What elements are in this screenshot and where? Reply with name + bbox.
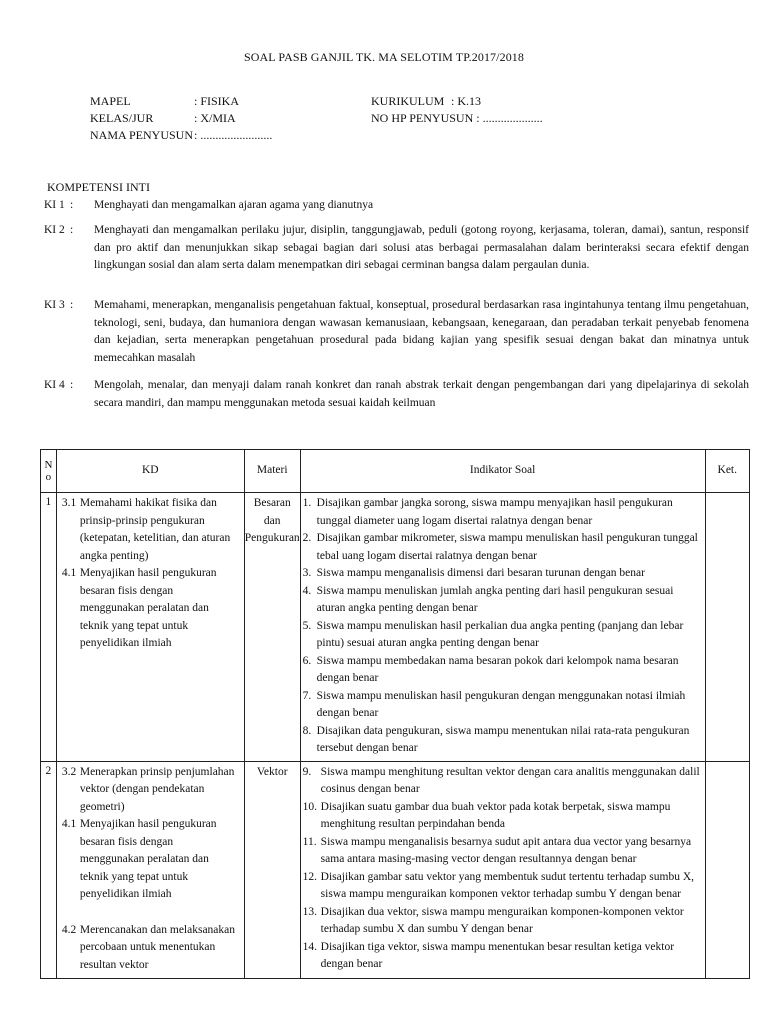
kd-text: Memahami hakikat fisika dan prinsip-prinsip pengukuran (ketepatan, ketelitian, dan aturan angka penting) <box>79 497 231 562</box>
kd-text: Menerapkan prinsip penjumlahan vektor (dengan pendekatan geometri) <box>79 765 235 813</box>
row-indikator <box>300 493 705 762</box>
meta-value: : FISIKA <box>194 94 240 108</box>
indikator-item <box>303 583 701 618</box>
kd-item <box>62 495 240 565</box>
indikator-num: 10. <box>302 800 318 813</box>
row-kd <box>56 761 244 979</box>
kd-item <box>62 565 240 653</box>
indikator-num: 11. <box>302 835 317 848</box>
ki-text: Menghayati dan mengamalkan perilaku jujur, disiplin, tanggungjawab, peduli (gotong royong, kerjasama, toleran, damai), santun, responsif dan pro aktif dan menunjukkan sikap sebagai bagian dari solusi atas berbagai permasalahan dalam berinteraksi secara efektif dengan lingkungan sosial dan alam serta dalam menempatkan diri sebagai cerminan bangsa dalam pergaulan dunia. <box>94 224 749 271</box>
kd-num: 4.1 <box>61 567 77 579</box>
meta-key: NAMA PENYUSUN <box>90 128 194 142</box>
indikator-num: 4. <box>302 584 312 597</box>
kd-num: 3.1 <box>61 497 77 509</box>
indikator-text: Disajikan suatu gambar dua buah vektor pada kotak berpetak, siswa mampu menghitung resultan perpindahan benda <box>320 800 671 830</box>
indikator-text: Siswa mampu menuliskan hasil perkalian dua angka penting (panjang dan lebar pintu) sesuai aturan angka penting dengan benar <box>316 619 684 649</box>
meta-row-mapel <box>90 93 272 110</box>
kisi-kisi-table <box>40 449 750 979</box>
header-materi: Materi <box>244 450 300 493</box>
ki-label: KI 2 <box>44 224 65 236</box>
indikator-item <box>303 530 701 565</box>
kd-num: 3.2 <box>61 765 77 778</box>
indikator-num: 14. <box>302 940 318 953</box>
ki-colon: : <box>70 299 74 311</box>
table-row <box>41 761 750 979</box>
row-ket <box>705 761 749 979</box>
row-no: 2 <box>41 761 57 979</box>
row-indikator <box>300 761 705 979</box>
meta-row-kelas <box>90 110 272 127</box>
indikator-text: Siswa mampu menghitung resultan vektor dengan cara analitis menggunakan dalil cosinus dengan benar <box>320 765 700 795</box>
meta-row-penyusun <box>90 127 272 144</box>
kd-item <box>62 816 240 904</box>
indikator-num: 1. <box>302 497 312 509</box>
row-ket <box>705 493 749 762</box>
ki-colon: : <box>70 199 74 211</box>
meta-right <box>371 93 543 127</box>
kd-num: 4.1 <box>61 818 77 830</box>
ki-text: Mengolah, menalar, dan menyaji dalam ranah konkret dan ranah abstrak terkait dengan pengembangan dari yang dipelajarinya di sekolah secara mandiri, dan mampu menggunakan metoda sesuai kaidah keilmuan <box>94 379 749 409</box>
indikator-text: Disajikan gambar jangka sorong, siswa mampu menyajikan hasil pengukuran tunggal diameter uang logam disertai ralatnya dengan benar <box>316 497 673 527</box>
header-indikator: Indikator Soal <box>300 450 705 493</box>
indikator-num: 9. <box>302 765 312 778</box>
meta-value: : .................... <box>476 111 543 125</box>
indikator-num: 2. <box>302 532 312 544</box>
ki-item <box>44 297 749 367</box>
indikator-item <box>303 723 701 758</box>
indikator-item <box>303 653 701 688</box>
ki-text: Memahami, menerapkan, menganalisis pengetahuan faktual, konseptual, prosedural berdasarkan rasa ingintahunya tentang ilmu pengetahuan, teknologi, seni, budaya, dan humaniora dengan wawasan kemanusiaan, kebangsaan, kenegaraan, dan peradaban terkait penyebab fenomena dan kejadian, serta menerapkan pengetahuan prosedural pada bidang kajian yang spesifik sesuai dengan bakat dan minatnya untuk memecahkan masalah <box>94 299 749 364</box>
row-kd <box>56 493 244 762</box>
row-materi: Vektor <box>244 761 300 979</box>
indikator-text: Siswa mampu menganalisis dimensi dari besaran turunan dengan benar <box>316 567 645 579</box>
indikator-num: 8. <box>302 724 312 737</box>
meta-row-nohp <box>371 110 543 127</box>
indikator-text: Disajikan gambar mikrometer, siswa mampu menuliskan hasil pengukuran tunggal tebal uang logam disertai ralatnya dengan benar <box>316 532 698 562</box>
kd-item <box>62 764 240 817</box>
meta-value: : X/MIA <box>194 111 236 125</box>
indikator-text: Siswa mampu membedakan nama besaran pokok dari kelompok nama besaran dengan benar <box>316 654 679 684</box>
row-no: 1 <box>41 493 57 762</box>
indikator-item <box>303 764 701 799</box>
meta-key: KURIKULUM <box>371 94 445 108</box>
meta-row-kurikulum <box>371 93 543 110</box>
table-row <box>41 493 750 762</box>
indikator-text: Siswa mampu menuliskan hasil pengukuran dengan menggunakan notasi ilmiah dengan benar <box>316 689 686 719</box>
indikator-item <box>303 495 701 530</box>
meta-key: NO HP PENYUSUN <box>371 111 474 125</box>
indikator-num: 3. <box>302 567 312 579</box>
indikator-num: 5. <box>302 619 312 632</box>
ki-item <box>44 197 749 215</box>
indikator-text: Disajikan data pengukuran, siswa mampu menentukan nilai rata-rata pengukuran tersebut dengan benar <box>316 724 690 754</box>
indikator-item <box>303 869 701 904</box>
kd-text: Merencanakan dan melaksanakan percobaan untuk menentukan resultan vektor <box>79 923 236 971</box>
indikator-item <box>303 904 701 939</box>
indikator-num: 6. <box>302 654 312 667</box>
meta-left <box>90 93 272 144</box>
kd-text: Menyajikan hasil pengukuran besaran fisis dengan menggunakan peralatan dan teknik yang tepat untuk penyelidikan ilmiah <box>79 818 217 900</box>
indikator-text: Siswa mampu menuliskan jumlah angka penting dari hasil pengukuran sesuai aturan angka penting dengan benar <box>316 584 674 614</box>
header-kd: KD <box>56 450 244 493</box>
indikator-item <box>303 565 701 583</box>
indikator-text: Disajikan gambar satu vektor yang membentuk sudut tertentu terhadap sumbu X, siswa mampu menguraikan komponen vektor terhadap sumbu Y dengan benar <box>320 870 695 900</box>
meta-value: : K.13 <box>451 94 481 108</box>
ki-item <box>44 222 749 275</box>
ki-colon: : <box>70 224 74 236</box>
table-header-row <box>41 450 750 493</box>
header-no: N o <box>41 450 57 493</box>
indikator-text: Siswa mampu menganalisis besarnya sudut apit antara dua vector yang besarnya sama antara masing-masing vector dengan resultannya dengan benar <box>320 835 692 865</box>
indikator-num: 7. <box>302 689 312 702</box>
ki-label: KI 3 <box>44 299 65 311</box>
meta-value: : ........................ <box>194 128 273 142</box>
indikator-item <box>303 939 701 974</box>
meta-key: MAPEL <box>90 94 131 108</box>
meta-key: KELAS/JUR <box>90 111 154 125</box>
ki-text: Menghayati dan mengamalkan ajaran agama yang dianutnya <box>94 199 374 211</box>
indikator-num: 12. <box>302 870 318 883</box>
document-title: SOAL PASB GANJIL TK. MA SELOTIM TP.2017/2018 <box>244 50 524 64</box>
indikator-item <box>303 834 701 869</box>
indikator-item <box>303 618 701 653</box>
ki-label: KI 1 <box>44 199 65 211</box>
ki-label: KI 4 <box>44 379 65 391</box>
indikator-item <box>303 799 701 834</box>
kompetensi-heading: KOMPETENSI INTI <box>47 180 150 194</box>
indikator-text: Disajikan dua vektor, siswa mampu menguraikan komponen-komponen vektor terhadap sumbu X dan sumbu Y dengan benar <box>320 905 684 935</box>
kd-item <box>62 922 240 975</box>
indikator-text: Disajikan tiga vektor, siswa mampu menentukan besar resultan ketiga vektor dengan benar <box>320 940 675 970</box>
kd-text: Menyajikan hasil pengukuran besaran fisis dengan menggunakan peralatan dan teknik yang tepat untuk penyelidikan ilmiah <box>79 567 217 649</box>
indikator-num: 13. <box>302 905 318 918</box>
ki-item <box>44 377 749 412</box>
ki-colon: : <box>70 379 74 391</box>
indikator-item <box>303 688 701 723</box>
row-materi: Besaran dan Pengukuran <box>244 493 300 762</box>
header-ket: Ket. <box>705 450 749 493</box>
kd-num: 4.2 <box>61 923 77 936</box>
